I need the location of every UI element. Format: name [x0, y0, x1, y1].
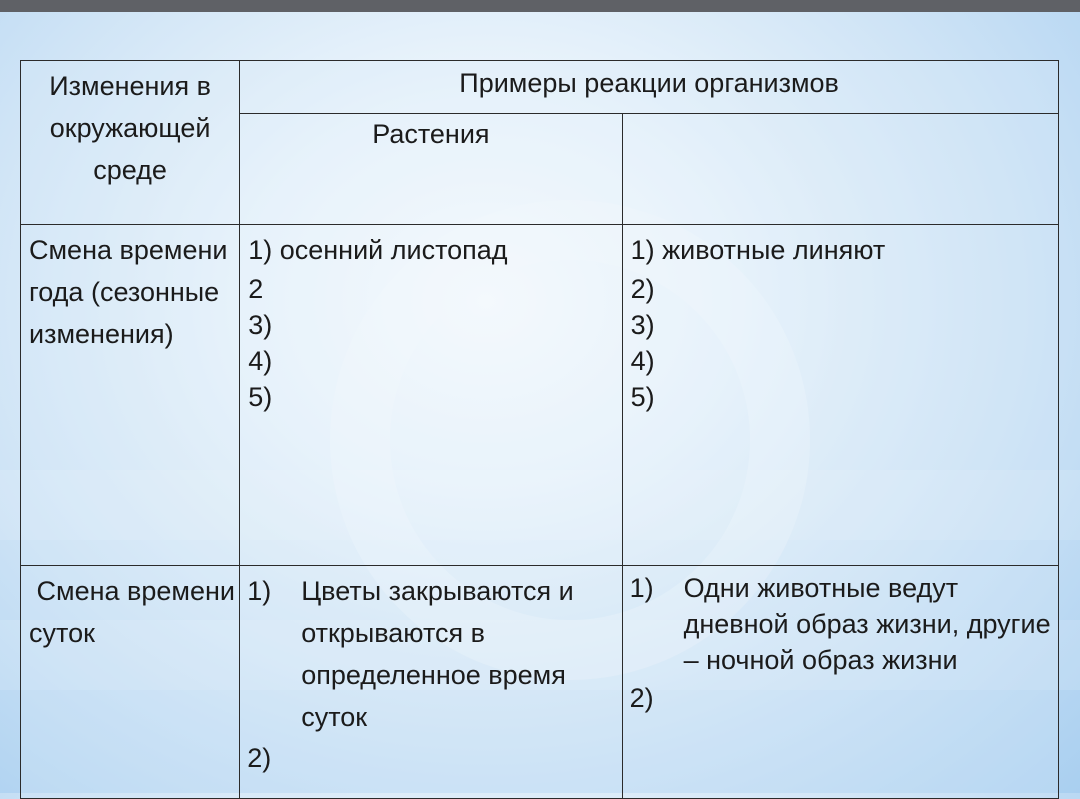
list-item: 3)	[248, 310, 273, 340]
change-text: Смена времени суток	[29, 576, 243, 648]
list-item: 2)	[247, 743, 272, 773]
header-plants	[240, 114, 622, 225]
change-cell	[21, 225, 240, 566]
list-item: 2)	[630, 274, 655, 304]
header-examples	[240, 61, 1059, 114]
plants-list	[248, 229, 621, 415]
item-text: Одни животные ведут дневной образ жизни, другие – ночной образ жизни	[683, 573, 1051, 675]
list-item: 4)	[630, 346, 655, 376]
list-item: 5)	[630, 382, 655, 412]
item-number: 1)	[629, 573, 654, 603]
list-item: 1) осенний листопад	[248, 235, 508, 265]
list-item: 5)	[248, 382, 273, 412]
plants-cell	[240, 566, 622, 799]
list-item: 1) животные линяют	[630, 235, 886, 265]
organism-reactions-table	[20, 60, 1059, 799]
change-cell	[21, 566, 243, 799]
header-examples-text: Примеры реакции организмов	[459, 68, 839, 98]
header-plants-text: Растения	[372, 119, 490, 149]
list-item: 2	[248, 274, 264, 304]
top-bar	[0, 0, 1080, 12]
item-number: 1)	[247, 576, 272, 606]
table-row	[21, 566, 1059, 799]
header-changes-text: Изменения в окружающей среде	[49, 71, 211, 185]
table-row	[21, 225, 1059, 566]
animals-item	[630, 570, 1058, 678]
animals-list	[631, 229, 1058, 415]
header-changes	[21, 61, 240, 225]
list-item: 4)	[248, 346, 273, 376]
list-item: 3)	[630, 310, 655, 340]
item-text: Цветы закрываются и открываются в определенное время суток	[301, 576, 574, 732]
plants-cell	[240, 225, 622, 566]
animals-cell	[622, 566, 1058, 799]
animals-cell	[622, 225, 1058, 566]
plants-item	[247, 570, 621, 738]
header-animals	[622, 114, 1058, 225]
change-text: Смена времени года (сезонные изменения)	[29, 235, 228, 349]
list-item: 2)	[629, 683, 654, 713]
